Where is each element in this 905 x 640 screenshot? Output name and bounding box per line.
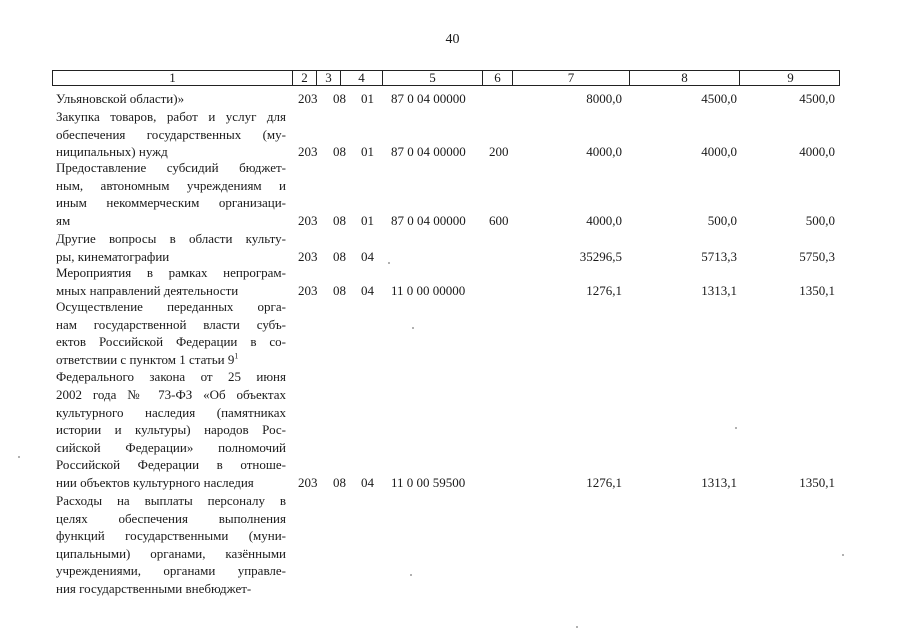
cell-c9: 1350,1 — [799, 282, 835, 298]
cell-c2: 203 — [298, 91, 318, 106]
header-col-2: 2 — [293, 71, 317, 85]
description-line: Закупка товаров, работ и услуг для — [56, 109, 286, 124]
cell-c8: 1313,1 — [701, 475, 737, 490]
header-col-9: 9 — [787, 70, 794, 85]
description-line: ектов Российской Федерации в со- — [56, 334, 286, 350]
header-col-7: 7 — [513, 71, 630, 85]
description-line: Федерального закона от 25 июня — [56, 369, 286, 385]
description-line: Предоставление субсидий бюджет- — [56, 160, 286, 175]
header-col-6: 6 — [483, 71, 513, 85]
cell-c4: 01 — [361, 212, 374, 228]
cell-c9: 500,0 — [805, 212, 835, 228]
description-line: ным, автономным учреждениям и — [56, 177, 286, 193]
scan-speck — [842, 554, 844, 556]
cell-c8: 5713,3 — [701, 248, 737, 264]
description-line: 2002 года № 73-ФЗ «Об объектах — [56, 386, 286, 402]
description-line: функций государственными (муни- — [56, 528, 286, 544]
cell-c5: 87 0 04 00000 — [391, 212, 466, 228]
description-line: нам государственной власти субъ- — [56, 316, 286, 332]
description-line: ниципальных) нужд — [56, 144, 168, 160]
cell-c5: 87 0 04 00000 — [391, 91, 466, 106]
cell-c3: 08 — [333, 212, 346, 228]
cell-c3: 08 — [333, 144, 346, 160]
cell-c4: 01 — [361, 144, 374, 160]
description-line: истории и культуры) народов Рос- — [56, 422, 286, 438]
row-description — [56, 492, 286, 598]
cell-c4: 04 — [361, 475, 374, 490]
description-line: Осуществление переданных орга- — [56, 299, 286, 314]
cell-c8: 4500,0 — [701, 91, 737, 106]
cell-c9: 5750,3 — [799, 248, 835, 264]
cell-c8: 4000,0 — [701, 144, 737, 160]
cell-c3: 08 — [333, 475, 346, 490]
cell-c8: 1313,1 — [701, 282, 737, 298]
description-line: Российской Федерации в отноше- — [56, 457, 286, 473]
cell-c7: 35296,5 — [579, 248, 622, 264]
description-line: ния государственными внебюджет- — [56, 580, 252, 596]
description-line: обеспечения государственных (му- — [56, 126, 286, 142]
footnote-superscript: 1 — [234, 351, 239, 361]
scan-speck — [735, 427, 737, 429]
cell-c4: 04 — [361, 282, 374, 298]
cell-c2: 203 — [298, 144, 318, 160]
header-col-3: 3 — [317, 71, 341, 85]
cell-c7: 1276,1 — [586, 475, 622, 490]
row-description — [56, 264, 286, 299]
cell-c2: 203 — [298, 475, 318, 490]
description-line: ры, кинематографии — [56, 248, 170, 264]
cell-c9: 4500,0 — [799, 91, 835, 106]
description-line: Ульяновской области)» — [56, 91, 185, 106]
header-col-8: 8 — [630, 71, 740, 85]
row-description — [56, 159, 286, 229]
description-line: иным некоммерческим организаци- — [56, 195, 286, 211]
table-header — [52, 70, 840, 86]
row-description — [56, 108, 286, 161]
description-line: мных направлений деятельности — [56, 282, 239, 298]
cell-c4: 04 — [361, 248, 374, 264]
cell-c5: 87 0 04 00000 — [391, 144, 466, 160]
description-line: Расходы на выплаты персоналу в — [56, 493, 286, 508]
cell-c9: 4000,0 — [799, 144, 835, 160]
cell-c3: 08 — [333, 282, 346, 298]
description-line: Мероприятия в рамках непрограм- — [56, 265, 286, 280]
row-description — [56, 298, 286, 492]
cell-c9: 1350,1 — [799, 475, 835, 490]
description-line: Другие вопросы в области культу- — [56, 231, 286, 246]
cell-c3: 08 — [333, 91, 346, 106]
description-line: учреждениями, органами управле- — [56, 563, 286, 579]
header-col-5: 5 — [383, 71, 483, 85]
cell-c7: 4000,0 — [586, 212, 622, 228]
scan-speck — [576, 626, 578, 628]
scan-speck — [412, 327, 414, 329]
cell-c2: 203 — [298, 212, 318, 228]
header-col-4: 4 — [341, 71, 383, 85]
description-line: нии объектов культурного наследия — [56, 474, 254, 490]
cell-c7: 8000,0 — [586, 91, 622, 106]
page-number: 40 — [445, 32, 460, 47]
row-description — [56, 230, 286, 265]
cell-c2: 203 — [298, 248, 318, 264]
cell-c6: 600 — [489, 212, 509, 228]
description-line: ответствии с пунктом 1 статьи $9^1$ — [56, 351, 239, 367]
scan-speck — [410, 574, 412, 576]
cell-c7: 1276,1 — [586, 282, 622, 298]
cell-c2: 203 — [298, 282, 318, 298]
cell-c5: 11 0 00 00000 — [391, 282, 466, 298]
description-line: культурного наследия (памятниках — [56, 404, 286, 420]
description-line: ям — [56, 212, 71, 228]
header-col-1: 1 — [53, 71, 293, 85]
scan-speck — [18, 456, 20, 458]
cell-c5: 11 0 00 59500 — [391, 475, 466, 490]
cell-c4: 01 — [361, 91, 374, 106]
cell-c3: 08 — [333, 248, 346, 264]
row-description — [56, 90, 286, 108]
description-line: сийской Федерации» полномочий — [56, 439, 286, 455]
cell-c6: 200 — [489, 144, 509, 160]
scan-speck — [388, 262, 390, 264]
cell-c8: 500,0 — [707, 212, 737, 228]
description-line: целях обеспечения выполнения — [56, 510, 286, 526]
description-line: ципальными) органами, казёнными — [56, 545, 286, 561]
cell-c7: 4000,0 — [586, 144, 622, 160]
